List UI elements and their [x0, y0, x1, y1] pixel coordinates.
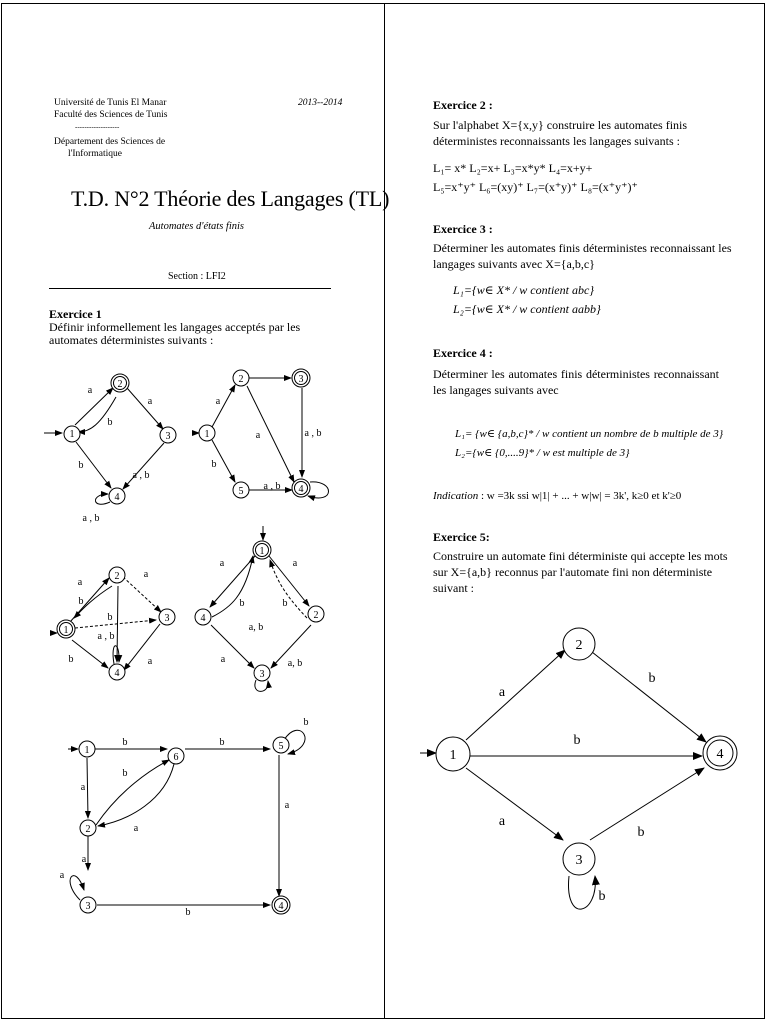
page-subtitle: Automates d'états finis [149, 221, 244, 232]
edge-label: a [80, 782, 86, 793]
university-name: Université de Tunis El Manar [54, 98, 167, 108]
state-label: 2 [114, 571, 120, 582]
edge-label: a , b [304, 428, 322, 439]
state-label: 1 [259, 546, 265, 557]
edge-label: a [498, 685, 506, 700]
state-label: 5 [278, 741, 284, 752]
edge-label: a [284, 800, 290, 811]
state-label: 1 [63, 625, 69, 636]
state-label: 3 [85, 901, 91, 912]
edge-label: b [122, 768, 128, 779]
edge-label: b [107, 417, 113, 428]
state-label: 3 [575, 853, 583, 868]
state-label: 4 [114, 492, 120, 503]
state-label: 2 [575, 638, 583, 653]
edge-label: a [77, 577, 83, 588]
ex4-indication [433, 488, 681, 505]
ex1-text: Définir informellement les langages acceptés par les automates déterministes suivants : [49, 320, 301, 347]
ex3-language-1: L₁={w∈ X* / w contient abc} [453, 283, 595, 297]
edge-label: a [133, 823, 139, 834]
state-label: 2 [117, 379, 123, 390]
state-label: 4 [278, 901, 284, 912]
ex3-title: Exercice 3 : [433, 222, 493, 236]
state-label: 4 [200, 613, 206, 624]
automaton-e [68, 730, 305, 914]
edge-label: b [637, 825, 645, 840]
ex5-text: Construire un automate fini déterministe qui accepte les mots sur X={a,b} reconnus par l'automate fini non déterministe suivant : [433, 549, 728, 595]
edge-label: a , b [263, 481, 281, 492]
state-label: 5 [238, 486, 244, 497]
ex4-text: Déterminer les automates finis déterministes reconnaissant les langages suivants avec [433, 367, 719, 397]
state-label: 1 [449, 748, 457, 763]
edge-label: a, b [248, 622, 264, 633]
ex4-title: Exercice 4 : [433, 346, 493, 360]
edge-label: a [81, 854, 87, 865]
ex1-title: Exercice 1 [49, 307, 102, 321]
edge-label: b [219, 737, 225, 748]
edge-label: a [215, 396, 221, 407]
section-label: Section : LFI2 [168, 271, 226, 282]
edge-label: a , b [97, 631, 115, 642]
edge-label: a [147, 656, 153, 667]
state-label: 2 [313, 610, 319, 621]
edge-label: a [292, 558, 298, 569]
ex4-language-2: L₂={w∈ {0,....9}* / w est multiple de 3} [455, 447, 630, 459]
state-label: 2 [85, 824, 91, 835]
ex3-language-2: L₂={w∈ X* / w contient aabb} [453, 302, 601, 316]
state-label: 1 [69, 429, 75, 440]
ex5-automaton [384, 600, 764, 910]
ex2-languages-line1: L₁= x* L₂=x+ L₃=x*y* L₄=x+y+ [433, 161, 593, 175]
edge-label: a [220, 654, 226, 665]
edge-label: a [143, 569, 149, 580]
ex2-title: Exercice 2 : [433, 98, 493, 112]
state-label: 3 [298, 374, 304, 385]
edge-label: b [648, 671, 656, 686]
edge-label: b [239, 598, 245, 609]
state-label: 3 [164, 613, 170, 624]
state-label: 6 [173, 752, 179, 763]
page-title: T.D. N°2 Théorie des Langages (TL) [71, 186, 390, 211]
edge-label: a , b [82, 513, 100, 524]
edge-label: b [573, 733, 581, 748]
edge-label: a [255, 430, 261, 441]
state-label: 4 [716, 747, 724, 762]
edge-label: a [147, 396, 153, 407]
edge-label: a [59, 870, 65, 881]
edge-label: a , b [132, 470, 150, 481]
edge-label: b [68, 654, 74, 665]
department-line2: l'Informatique [68, 149, 122, 159]
ex5-title: Exercice 5: [433, 530, 490, 544]
department-line1: Département des Sciences de [54, 137, 166, 147]
faculty-name: Faculté des Sciences de Tunis [54, 110, 168, 120]
edge-label: b [282, 598, 288, 609]
edge-label: b [598, 889, 606, 904]
edge-label: b [303, 717, 309, 728]
edge-label: b [211, 459, 217, 470]
state-label: 2 [238, 374, 244, 385]
indication-text: : w =3k ssi w|1| + ... + w|w| = 3k', k≥0 et k'≥0 [478, 490, 682, 502]
state-label: 3 [259, 669, 265, 680]
edge-label: a [87, 385, 93, 396]
ex4-language-1: L₁= {w∈ {a,b,c}* / w contient un nombre de b multiple de 3} [455, 428, 724, 440]
state-label: 3 [165, 431, 171, 442]
edge-label: a [498, 814, 506, 829]
state-label: 4 [114, 668, 120, 679]
edge-label: a, b [287, 658, 303, 669]
edge-label: b [78, 460, 84, 471]
state-label: 1 [204, 429, 210, 440]
ex2-languages-line2: L₅=x⁺y⁺ L₆=(xy)⁺ L₇=(x⁺y)⁺ L₈=(x⁺y⁺)⁺ [433, 180, 638, 194]
edge-label: b [185, 907, 191, 918]
edge-label: b [122, 737, 128, 748]
academic-year: 2013--2014 [298, 98, 343, 108]
ex3-text: Déterminer les automates finis déterministes reconnaissant les langages suivants avec X={a,b,c} [433, 241, 732, 271]
state-label: 1 [84, 745, 90, 756]
indication-label: Indication [433, 490, 479, 502]
state-label: 4 [298, 484, 304, 495]
edge-label: b [78, 596, 84, 607]
edge-label: b [107, 612, 113, 623]
automaton-a [44, 374, 176, 504]
ex2-text: Sur l'alphabet X={x,y} construire les automates finis déterministes reconnaissants les langages suivants : [433, 118, 688, 148]
header-dots: ------------------- [75, 123, 120, 131]
edge-label: a [219, 558, 225, 569]
